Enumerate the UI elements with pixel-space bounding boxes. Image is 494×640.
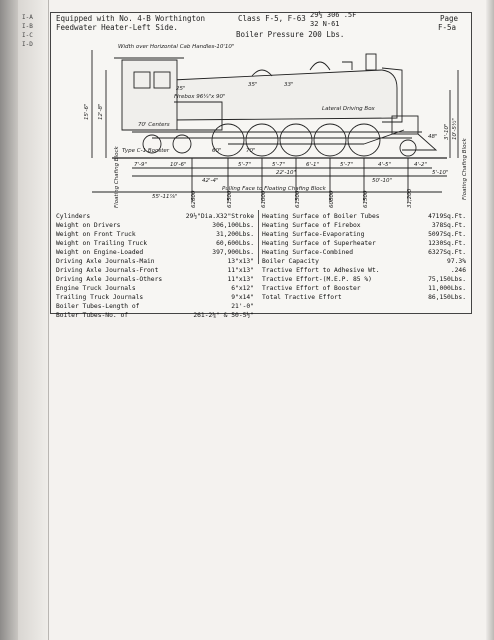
lateral-box-label: Lateral Driving Box — [322, 106, 375, 112]
firebox-label: Firebox 96¼"x 90" — [174, 94, 226, 100]
spec-row-left: Weight on Trailing Truck 60,600Lbs. — [56, 240, 254, 247]
floating-block-left: Floating Chafing Block — [114, 146, 120, 208]
margin-tab: I-A — [22, 14, 33, 21]
spec-column-divider — [258, 210, 259, 264]
book-binding — [0, 0, 18, 640]
page-edge — [486, 0, 494, 640]
spec-row-left: Weight on Engine-Loaded 397,900Lbs. — [56, 249, 254, 256]
spec-row-right: Heating Surface of Boiler Tubes 4719Sq.Ft. — [262, 213, 466, 220]
spec-row-right: Heating Surface of Firebox 378Sq.Ft. — [262, 222, 466, 229]
misc-dim: 33" — [284, 82, 294, 88]
dim-3-label: 3'-10" — [444, 123, 450, 140]
dim-label: 6'-1" — [306, 162, 320, 168]
floating-block-right: Floating Chafing Block — [462, 138, 468, 200]
misc-dim: 25" — [176, 86, 186, 92]
axle-weight: 61000 — [261, 190, 267, 208]
spec-row-right: Heating Surface of Superheater 1230Sq.Ft. — [262, 240, 466, 247]
spec-row-right: Heating Surface-Evaporating 5097Sq.Ft. — [262, 231, 466, 238]
misc-dim: 35" — [248, 82, 258, 88]
margin-tab: I-C — [22, 32, 33, 39]
class-code-bottom: 32 N-61 — [310, 20, 340, 28]
dim-label: 4'-2" — [414, 162, 428, 168]
spec-row-right: Tractive Effort of Booster 11,000Lbs. — [262, 285, 466, 292]
spec-row-left: Boiler Tubes-No. of 261-2¼" & 50-5½" — [56, 312, 254, 319]
misc-dim: 60" — [212, 148, 222, 154]
dim-42-label: 42'-4" — [202, 178, 219, 184]
dim-label: 4'-5" — [378, 162, 392, 168]
spec-row-left: Weight on Front Truck 31,200Lbs. — [56, 231, 254, 238]
spec-row-right: Tractive Effort-(M.E.P. 85 %) 75,150Lbs. — [262, 276, 466, 283]
dim-label: 5'-7" — [340, 162, 354, 168]
dim-22-label: 22'-10" — [276, 170, 297, 176]
spec-row-left: Weight on Drivers 306,100Lbs. — [56, 222, 254, 229]
misc-dim: 48" — [428, 134, 438, 140]
spec-row-right: Heating Surface-Combined 6327Sq.Ft. — [262, 249, 466, 256]
class-code-top: 29½ 306 .5F — [310, 11, 357, 19]
spec-row-left: Boiler Tubes-Length of 21'-0" — [56, 303, 254, 310]
locomotive-elevation-diagram — [52, 40, 468, 208]
axle-weight: 61500 — [363, 190, 369, 208]
spec-row-left: Driving Axle Journals-Main 13"x13" — [56, 258, 254, 265]
axle-weight: 62600 — [191, 190, 197, 208]
margin-tab: I-B — [22, 23, 33, 30]
boiler-pressure: Boiler Pressure 200 Lbs. — [236, 30, 345, 39]
spec-row-left: Driving Axle Journals-Others 11"x13" — [56, 276, 254, 283]
margin-tab: I-D — [22, 41, 33, 48]
dim-5-label: 5'-10" — [432, 170, 449, 176]
width-over-cab-label: Width over Horizontal Cab Handles-10'10" — [118, 44, 235, 50]
dim-label: 5'-7" — [238, 162, 252, 168]
pulling-face-label: Pulling Face to Floating Chafing Block — [222, 186, 326, 192]
spec-row-left: Driving Axle Journals-Front 11"x13" — [56, 267, 254, 274]
dim-label: 5'-7" — [272, 162, 286, 168]
dim-10-label: 10'-5½" — [452, 118, 458, 140]
booster-label: Type C-1 Booster — [122, 148, 170, 154]
equipment-note-line1: Equipped with No. 4-B Worthington — [56, 14, 206, 23]
axle-weight: 60800 — [329, 190, 335, 208]
centers-label: 70' Centers — [138, 122, 170, 128]
spec-row-left: Cylinders 29½"Dia.X32"Stroke — [56, 213, 254, 220]
page-number: F-5a — [438, 23, 457, 32]
dim-label: 10'-6" — [170, 162, 187, 168]
spec-row-left: Engine Truck Journals 6"x12" — [56, 285, 254, 292]
page-label: Page — [440, 14, 459, 23]
axle-weight: 61500 — [227, 190, 233, 208]
spec-row-right: Boiler Capacity 97.3% — [262, 258, 466, 265]
spec-row-right: Tractive Effort to Adhesive Wt. .246 — [262, 267, 466, 274]
axle-weight: 31,200 — [407, 188, 413, 208]
dim-label: 7'-9" — [134, 162, 148, 168]
class-label: Class F-5, F-63 — [238, 14, 306, 23]
equipment-note-line2: Feedwater Heater-Left Side. — [56, 23, 178, 32]
dim-15-label: 15'-6" — [84, 103, 90, 120]
dim-55-label: 55'-11⅞" — [152, 194, 178, 200]
spec-row-right: Total Tractive Effort 86,150Lbs. — [262, 294, 466, 301]
dim-50-label: 50'-10" — [372, 178, 393, 184]
axle-weight: 61300 — [295, 190, 301, 208]
dim-12-label: 12'-8" — [98, 103, 104, 120]
misc-dim: 70" — [246, 148, 256, 154]
page-gutter — [18, 0, 49, 640]
spec-row-left: Trailing Truck Journals 9"x14" — [56, 294, 254, 301]
